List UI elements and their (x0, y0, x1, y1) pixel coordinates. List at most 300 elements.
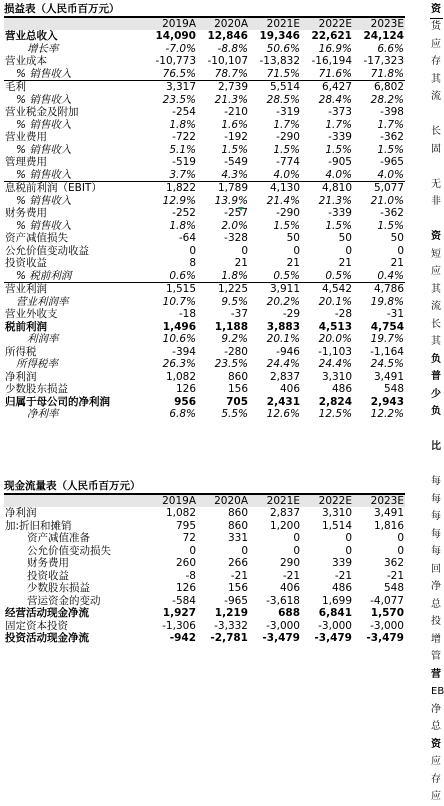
right-column-label: 投 (431, 616, 441, 627)
row-value: 406 (279, 383, 300, 396)
row-value: -1,103 (318, 345, 352, 358)
right-column-label (431, 456, 443, 474)
row-value: -18 (178, 308, 196, 321)
row-value: -290 (276, 131, 300, 144)
row-value: 860 (227, 519, 248, 532)
row-value: -942 (169, 632, 196, 645)
row-value: 4,786 (353, 283, 405, 296)
right-column-label: EB (431, 686, 444, 697)
right-column-label: 应 (431, 791, 441, 802)
row-value: -8.8% (217, 42, 248, 55)
row-value: -398 (380, 106, 404, 119)
income-row (4, 270, 405, 283)
row-value: 6.6% (377, 42, 404, 55)
row-value: 6,802 (353, 81, 405, 94)
row-value: -192 (224, 131, 248, 144)
income-row (4, 408, 405, 421)
row-value: -328 (224, 232, 248, 245)
header-blank (4, 495, 145, 507)
year-header: 2020A (197, 18, 249, 30)
right-column-label: 应 (431, 266, 441, 277)
row-value: 4.0% (325, 168, 352, 181)
income-row (4, 396, 405, 409)
row-value: 2,837 (269, 370, 300, 383)
row-label: 营业成本 (5, 55, 47, 68)
right-column-label: 普 (431, 371, 441, 382)
income-row (4, 43, 405, 56)
row-label: % 销售收入 (16, 67, 72, 80)
row-value: 5,514 (249, 81, 301, 94)
right-column-label: 非 (431, 196, 441, 207)
cashflow-row (4, 520, 405, 533)
row-value: 9.5% (221, 295, 248, 308)
year-header: 2021E (249, 495, 301, 507)
row-value: -31 (386, 308, 404, 321)
row-value: 71.5% (266, 67, 300, 80)
row-value: 9.2% (221, 333, 248, 346)
row-label: 经营活动现金净流 (5, 607, 89, 620)
row-value: 12.5% (318, 408, 352, 421)
row-value: 2,431 (266, 395, 300, 408)
row-value: 331 (227, 532, 248, 545)
row-value: 4,754 (370, 320, 404, 333)
row-value: 4.3% (221, 168, 248, 181)
year-header: 2022E (301, 18, 353, 30)
row-value: -21 (386, 569, 404, 582)
right-column-top-label: 资 (431, 4, 441, 15)
row-value: 1,514 (321, 519, 352, 532)
income-row (4, 81, 405, 94)
row-value: 1,699 (321, 594, 352, 607)
row-value: 956 (174, 395, 196, 408)
row-value: 1.5% (377, 219, 404, 232)
row-value: 5.1% (169, 143, 196, 156)
row-value: 1.5% (273, 143, 300, 156)
row-value: 19.7% (370, 333, 404, 346)
row-value: -252 (172, 207, 196, 220)
row-value: -7.0% (165, 42, 196, 55)
income-row (4, 257, 405, 270)
right-column-label: 应 (431, 756, 441, 767)
row-label: 营业利润率 (16, 295, 69, 308)
row-label: 所得税率 (16, 358, 58, 371)
row-value: -10,107 (207, 55, 248, 68)
income-row (4, 371, 405, 384)
row-value: 0 (293, 544, 300, 557)
row-value: -3,479 (366, 632, 404, 645)
right-column-label: 总 (431, 598, 441, 610)
row-value: -946 (276, 345, 300, 358)
row-value: 3.7% (169, 168, 196, 181)
row-value: 28.4% (318, 93, 352, 106)
right-column-label: 回 (431, 563, 441, 575)
income-header-row (4, 18, 405, 30)
row-value: -280 (224, 345, 248, 358)
cashflow-row (4, 620, 405, 633)
right-column-label: 应 (431, 38, 441, 50)
row-value: 2,943 (370, 395, 404, 408)
year-header: 2022E (301, 495, 353, 507)
right-column-labels (431, 18, 444, 802)
row-label: 营运资金的变动 (27, 594, 101, 607)
right-column-label: 每 (431, 476, 441, 487)
row-value: 1.8% (221, 269, 248, 282)
row-value: 0 (241, 544, 248, 557)
row-value: 0 (293, 244, 300, 257)
cashflow-row (4, 545, 405, 558)
row-value: -28 (334, 308, 352, 321)
income-row (4, 131, 405, 144)
year-header: 2021E (249, 18, 301, 30)
row-value: 1.5% (221, 143, 248, 156)
row-value: 28.5% (266, 93, 300, 106)
row-value: 4.0% (273, 168, 300, 181)
row-value: 6,427 (301, 81, 353, 94)
row-label: 净利润 (5, 507, 37, 520)
row-value: 860 (227, 370, 248, 383)
income-table (4, 18, 405, 421)
row-value: 4,542 (301, 283, 353, 296)
right-column-label: 每 (431, 546, 441, 557)
right-column-label: 营 (431, 668, 441, 680)
row-value: 71.6% (318, 67, 352, 80)
row-value: 21.3% (214, 93, 248, 106)
year-header: 2020A (197, 495, 249, 507)
row-value: 260 (175, 557, 196, 570)
cashflow-statement-title: 现金流量表（人民币百万元） (4, 480, 141, 492)
row-value: 548 (383, 383, 404, 396)
row-value: 3,310 (321, 370, 352, 383)
row-value: 1,822 (145, 182, 197, 195)
row-value: 21.4% (266, 194, 300, 207)
row-value: 0 (345, 532, 352, 545)
income-row (4, 321, 405, 334)
row-value: 0.4% (377, 269, 404, 282)
row-label: 少数股东损益 (5, 383, 68, 396)
income-row (4, 308, 405, 321)
income-row (4, 169, 405, 182)
right-column-label: 货 (431, 21, 441, 32)
row-value: 20.1% (266, 333, 300, 346)
income-row (4, 333, 405, 346)
row-value: -1,164 (370, 345, 404, 358)
row-value: 1,188 (214, 320, 248, 333)
row-value: 1,816 (373, 519, 404, 532)
row-value: -257 (224, 207, 248, 220)
right-column-label: 流 (431, 301, 441, 312)
income-row (4, 55, 405, 68)
row-value: 339 (331, 557, 352, 570)
row-value: 12.2% (370, 408, 404, 421)
row-value: 156 (227, 383, 248, 396)
cashflow-statement (4, 479, 405, 645)
row-value: -319 (276, 106, 300, 119)
row-label: 投资活动现金净流 (5, 632, 89, 645)
row-value: -8 (185, 569, 196, 582)
row-value: 4.0% (377, 168, 404, 181)
right-column-label: 少 (431, 388, 441, 400)
cell-marker-icon (238, 207, 244, 211)
row-value: 1.7% (377, 118, 404, 131)
row-value: 3,491 (373, 507, 404, 520)
income-row (4, 144, 405, 157)
income-row (4, 195, 405, 208)
row-value: -3,479 (314, 632, 352, 645)
row-value: -965 (380, 156, 404, 169)
right-column-label: 存 (431, 56, 441, 67)
right-column-label: 负 (431, 406, 441, 417)
row-value: 19,346 (259, 30, 300, 43)
row-value: 21.0% (370, 194, 404, 207)
row-value: -4,077 (370, 594, 404, 607)
row-value: -3,000 (266, 619, 300, 632)
cashflow-row (4, 557, 405, 570)
row-value: 860 (227, 507, 248, 520)
row-value: 406 (279, 582, 300, 595)
row-value: -290 (276, 207, 300, 220)
cashflow-row (4, 507, 405, 520)
row-value: -3,000 (318, 619, 352, 632)
row-value: -774 (276, 156, 300, 169)
row-value: 0 (397, 244, 404, 257)
row-value: -16,194 (311, 55, 352, 68)
right-column-label: 每 (431, 528, 441, 540)
row-value: 1,225 (197, 283, 249, 296)
right-column-label (431, 158, 443, 176)
right-column-label: 净 (431, 703, 441, 715)
row-value: -339 (328, 131, 352, 144)
row-label: 营业总收入 (5, 30, 58, 43)
right-column-label (431, 421, 443, 439)
income-row (4, 106, 405, 119)
income-statement-title: 损益表（人民币百万元） (4, 3, 120, 15)
row-value: 1,219 (214, 607, 248, 620)
row-label: 财务费用 (27, 557, 69, 570)
row-value: -10,773 (155, 55, 196, 68)
row-value: 21 (286, 257, 300, 270)
row-value: 20.0% (318, 333, 352, 346)
row-value: 21 (234, 257, 248, 270)
row-label: 税前利润 (5, 320, 47, 333)
income-row (4, 283, 405, 296)
income-row (4, 207, 405, 220)
row-value: -1,306 (162, 619, 196, 632)
row-value: -37 (230, 308, 248, 321)
right-column-label: 每 (431, 511, 441, 522)
row-label: 营业税金及附加 (5, 106, 79, 119)
row-value: 2,837 (269, 507, 300, 520)
row-value: -21 (334, 569, 352, 582)
row-value: 8 (189, 257, 196, 270)
row-value: 24.4% (266, 358, 300, 371)
header-blank (4, 18, 145, 30)
row-value: -3,332 (214, 619, 248, 632)
row-value: 71.8% (370, 67, 404, 80)
row-label: 毛利 (4, 81, 145, 94)
income-row (4, 30, 405, 43)
row-value: 50 (390, 232, 404, 245)
row-label: 资产减值准备 (27, 532, 90, 545)
right-column-label: 比 (431, 441, 441, 452)
income-row (4, 245, 405, 258)
row-value: 1.7% (273, 118, 300, 131)
row-value: -394 (172, 345, 196, 358)
year-header: 2023E (353, 18, 405, 30)
row-label: 营业费用 (5, 131, 47, 144)
row-value: 21 (338, 257, 352, 270)
row-label: 归属于母公司的净利润 (5, 395, 110, 408)
row-value: 12,846 (207, 30, 248, 43)
row-value: 24.4% (318, 358, 352, 371)
row-label: 息税前利润（EBIT） (4, 182, 145, 195)
row-value: 548 (383, 582, 404, 595)
income-row (4, 156, 405, 169)
row-value: 266 (227, 557, 248, 570)
right-column-label: 存 (431, 773, 441, 785)
row-value: 0 (293, 532, 300, 545)
row-value: 486 (331, 582, 352, 595)
row-label: % 销售收入 (16, 93, 72, 106)
year-header: 2023E (353, 495, 405, 507)
income-row (4, 220, 405, 233)
row-label: 公允价值变动损失 (27, 544, 111, 557)
row-value: 1,082 (165, 507, 196, 520)
row-value: 688 (278, 607, 300, 620)
row-value: 0.6% (169, 269, 196, 282)
row-value: 4,810 (301, 182, 353, 195)
cashflow-row (4, 582, 405, 595)
row-value: 10.6% (162, 333, 196, 346)
row-value: 795 (175, 519, 196, 532)
row-value: 1.5% (325, 219, 352, 232)
row-value: 290 (279, 557, 300, 570)
row-label: 营业外收支 (5, 308, 58, 321)
row-value: -13,832 (259, 55, 300, 68)
row-value: 1,515 (145, 283, 197, 296)
row-label: % 销售收入 (16, 194, 72, 207)
row-value: 0 (397, 544, 404, 557)
row-value: -362 (380, 207, 404, 220)
row-value: 1.8% (169, 219, 196, 232)
row-value: 0 (189, 244, 196, 257)
right-column-label: 长 (431, 318, 441, 330)
row-value: -3,000 (370, 619, 404, 632)
row-value: 21.3% (318, 194, 352, 207)
right-column-label: 净 (431, 581, 441, 592)
row-value: 20.2% (266, 295, 300, 308)
row-label: % 税前利润 (16, 269, 72, 282)
row-label: % 销售收入 (16, 118, 72, 131)
row-value: -29 (282, 308, 300, 321)
row-value: 126 (175, 383, 196, 396)
right-column-label: 无 (431, 178, 441, 190)
income-row (4, 296, 405, 309)
right-column-label: 资 (431, 231, 441, 242)
row-value: 3,491 (373, 370, 404, 383)
row-value: -373 (328, 106, 352, 119)
row-value: -3,479 (262, 632, 300, 645)
income-row (4, 346, 405, 359)
row-value: 12.6% (266, 408, 300, 421)
cashflow-header-row (4, 495, 405, 507)
row-value: 76.5% (162, 67, 196, 80)
row-value: -519 (172, 156, 196, 169)
row-value: 50.6% (266, 42, 300, 55)
row-value: 12.9% (162, 194, 196, 207)
row-value: 3,883 (266, 320, 300, 333)
income-row (4, 119, 405, 132)
row-value: 1,927 (162, 607, 196, 620)
row-value: -339 (328, 207, 352, 220)
row-value: 4,130 (249, 182, 301, 195)
row-value: -64 (178, 232, 196, 245)
right-column-label: 其 (431, 336, 441, 347)
row-value: 156 (227, 582, 248, 595)
row-value: 19.8% (370, 295, 404, 308)
cashflow-table (4, 495, 405, 645)
row-value: 486 (331, 383, 352, 396)
row-value: 16.9% (318, 42, 352, 55)
row-value: 1,570 (370, 607, 404, 620)
row-label: 投资收益 (5, 257, 47, 270)
row-label: 净利率 (27, 408, 59, 421)
row-value: -722 (172, 131, 196, 144)
row-value: 50 (338, 232, 352, 245)
right-column-label: 总 (431, 721, 441, 732)
row-label: 资产减值损失 (5, 232, 68, 245)
row-value: 24.5% (370, 358, 404, 371)
right-column-label: 流 (431, 91, 441, 102)
row-value: 2.0% (221, 219, 248, 232)
cashflow-row (4, 532, 405, 545)
row-value: 10.7% (162, 295, 196, 308)
row-label: 营业利润 (4, 283, 145, 296)
row-value: 126 (175, 582, 196, 595)
right-column-label: 每 (431, 493, 441, 505)
row-value: 1.8% (169, 118, 196, 131)
income-row (4, 68, 405, 81)
row-label: 少数股东损益 (27, 582, 90, 595)
income-row (4, 182, 405, 195)
right-column-label: 资 (431, 738, 441, 750)
cashflow-row (4, 632, 405, 645)
row-value: 0 (345, 244, 352, 257)
row-value: 28.2% (370, 93, 404, 106)
row-value: 0 (345, 544, 352, 557)
right-column-label: 短 (431, 248, 441, 260)
row-value: 20.1% (318, 295, 352, 308)
row-value: 3,911 (249, 283, 301, 296)
row-value: 22,621 (311, 30, 352, 43)
row-value: 26.3% (162, 358, 196, 371)
row-value: 1.7% (325, 118, 352, 131)
row-value: 1,496 (162, 320, 196, 333)
row-value: 362 (383, 557, 404, 570)
row-label: 固定资本投资 (5, 619, 68, 632)
row-value: 24,124 (363, 30, 404, 43)
row-value: 6.8% (169, 408, 196, 421)
row-value: -584 (172, 594, 196, 607)
row-value: -965 (224, 594, 248, 607)
row-label: % 销售收入 (16, 219, 72, 232)
row-value: -17,323 (363, 55, 404, 68)
income-row (4, 383, 405, 396)
row-value: -210 (224, 106, 248, 119)
row-value: 0 (397, 532, 404, 545)
cashflow-row (4, 607, 405, 620)
row-value: 4,513 (318, 320, 352, 333)
row-label: 所得税 (5, 345, 37, 358)
